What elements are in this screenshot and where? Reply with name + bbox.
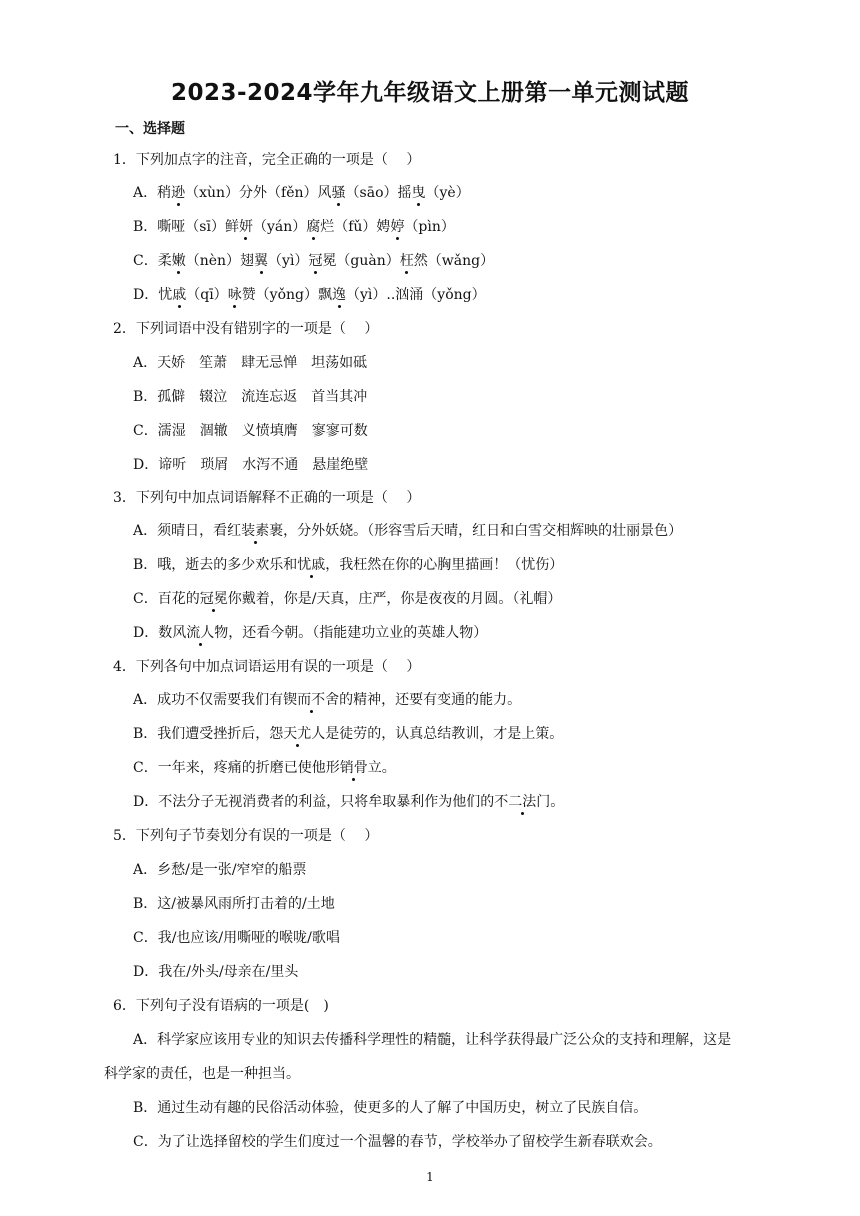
question-3-option-b: B．哦，逝去的多少欢乐和忧戚，我枉然在你的心胸里描画！（忧伤） [133, 557, 564, 573]
question-3-option-c: C．百花的冠冕你戴着，你是/天真，庄严，你是夜夜的月圆。（礼帽） [133, 591, 562, 607]
question-6-stem: 6．下列句子没有语病的一项是( ) [113, 998, 329, 1014]
question-6-option-a-line-1: A．科学家应该用专业的知识去传播科学理性的精髓，让科学获得最广泛公众的支持和理解，这是 [133, 1032, 732, 1048]
question-6-option-a-line-2: 科学家的责任，也是一种担当。 [104, 1066, 300, 1082]
question-1-option-a: A．稍逊（xùn）分外（fěn）风骚（sāo）摇曳（yè） [133, 185, 470, 201]
page-title: 2023-2024学年九年级语文上册第一单元测试题 [170, 80, 690, 106]
section-heading: 一、选择题 [115, 121, 185, 137]
question-5-option-c: C．我/也应该/用嘶哑的喉咙/歌唱 [133, 930, 340, 946]
question-6-option-b: B．通过生动有趣的民俗活动体验，使更多的人了解了中国历史，树立了民族自信。 [133, 1100, 648, 1116]
question-4-stem: 4．下列各句中加点词语运用有误的一项是（ ） [113, 659, 421, 675]
question-3-option-a: A．须晴日，看红装素裹，分外妖娆。（形容雪后天晴，红日和白雪交相辉映的壮丽景色） [133, 523, 683, 539]
question-1-stem: 1．下列加点字的注音，完全正确的一项是（ ） [113, 152, 421, 168]
question-4-option-a: A．成功不仅需要我们有锲而不舍的精神，还要有变通的能力。 [133, 692, 522, 708]
question-1-option-d: D．忧戚（qī）咏赞（yǒng）飘逸（yì）..汹涌（yǒng） [133, 287, 486, 303]
question-6-option-c: C．为了让选择留校的学生们度过一个温馨的春节，学校举办了留校学生新春联欢会。 [133, 1134, 662, 1150]
question-5-option-a: A．乡愁/是一张/窄窄的船票 [133, 862, 307, 878]
question-5-option-b: B．这/被暴风雨所打击着的/土地 [133, 896, 335, 912]
question-2-stem: 2．下列词语中没有错别字的一项是（ ） [113, 321, 379, 337]
question-1-option-c: C．柔嫩（nèn）翅翼（yì）冠冕（guàn）枉然（wǎng） [133, 253, 495, 269]
question-2-option-d: D．谛听 琐屑 水泻不通 悬崖绝壁 [133, 457, 369, 473]
question-2-option-b: B．孤僻 辍泣 流连忘返 首当其冲 [133, 389, 368, 405]
question-2-option-a: A．天娇 笙萧 肆无忌惮 坦荡如砥 [133, 355, 368, 371]
question-3-option-d: D．数风流人物，还看今朝。（指能建功立业的英雄人物） [133, 625, 488, 641]
question-4-option-b: B．我们遭受挫折后，怨天尤人是徒劳的，认真总结教训，才是上策。 [133, 726, 564, 742]
question-5-stem: 5．下列句子节奏划分有误的一项是（ ） [113, 828, 379, 844]
question-5-option-d: D．我在/外头/母亲在/里头 [133, 964, 299, 980]
question-4-option-c: C．一年来，疼痛的折磨已使他形销骨立。 [133, 760, 396, 776]
question-3-stem: 3．下列句中加点词语解释不正确的一项是（ ） [113, 490, 421, 506]
question-1-option-b: B．嘶哑（sī）鲜妍（yán）腐烂（fǔ）娉婷（pìn） [133, 219, 455, 235]
question-2-option-c: C．濡湿 涸辙 义愤填膺 寥寥可数 [133, 423, 368, 439]
page-number: 1 [426, 1170, 434, 1184]
question-4-option-d: D．不法分子无视消费者的利益，只将牟取暴利作为他们的不二法门。 [133, 794, 565, 810]
